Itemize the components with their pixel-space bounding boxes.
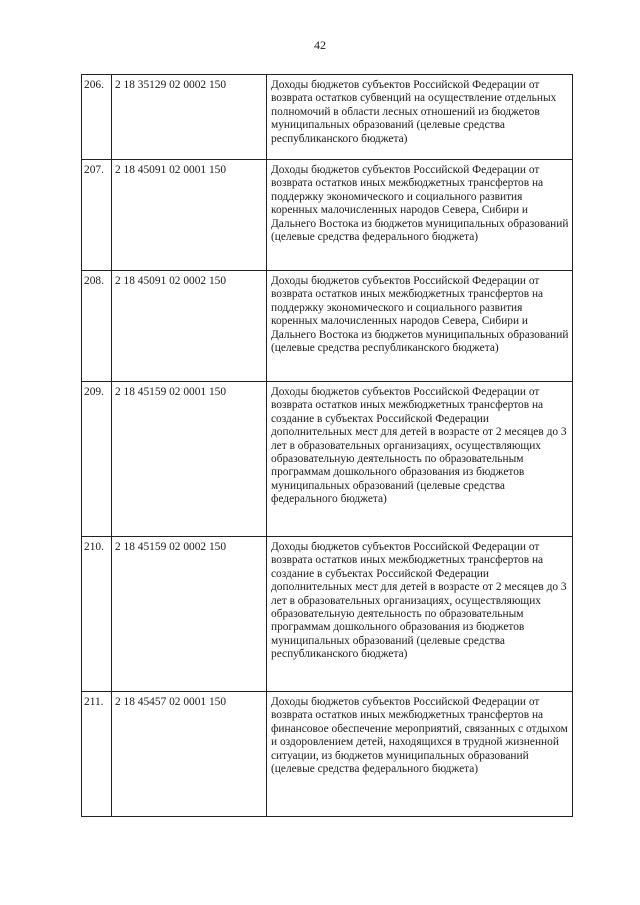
row-number: 208. xyxy=(82,271,112,382)
row-number: 210. xyxy=(82,537,112,692)
budget-code: 2 18 45091 02 0001 150 xyxy=(112,160,267,271)
table-row xyxy=(82,75,573,160)
revenue-codes-table xyxy=(81,74,573,817)
row-number: 211. xyxy=(82,692,112,817)
table-row xyxy=(82,692,573,817)
table-row xyxy=(82,382,573,537)
revenue-description: Доходы бюджетов субъектов Российской Федерации от возврата остатков иных межбюджетных трансфертов на поддержку экономического и социального развития коренных малочисленных народов Севера, Сибири и Дальнего Востока из бюджетов муниципальных образований (целевые средства федерального бюджета) xyxy=(267,160,573,271)
revenue-description: Доходы бюджетов субъектов Российской Федерации от возврата остатков субвенций на осуществление отдельных полномочий в области лесных отношений из бюджетов муниципальных образований (целевые средства республиканского бюджета) xyxy=(267,75,573,160)
revenue-description: Доходы бюджетов субъектов Российской Федерации от возврата остатков иных межбюджетных трансфертов на поддержку экономического и социального развития коренных малочисленных народов Севера, Сибири и Дальнего Востока из бюджетов муниципальных образований (целевые средства республиканского бюджета) xyxy=(267,271,573,382)
table-row xyxy=(82,271,573,382)
revenue-description: Доходы бюджетов субъектов Российской Федерации от возврата остатков иных межбюджетных трансфертов на создание в субъектах Российской Федерации дополнительных мест для детей в возрасте от 2 месяцев до 3 лет в образовательных организациях, осуществляющих образовательную деятельность по образовательным программам дошкольного образования из бюджетов муниципальных образований (целевые средства федерального бюджета) xyxy=(267,382,573,537)
budget-code: 2 18 35129 02 0002 150 xyxy=(112,75,267,160)
revenue-description: Доходы бюджетов субъектов Российской Федерации от возврата остатков иных межбюджетных трансфертов на создание в субъектах Российской Федерации дополнительных мест для детей в возрасте от 2 месяцев до 3 лет в образовательных организациях, осуществляющих образовательную деятельность по образовательным программам дошкольного образования из бюджетов муниципальных образований (целевые средства республиканского бюджета) xyxy=(267,537,573,692)
row-number: 206. xyxy=(82,75,112,160)
budget-code: 2 18 45159 02 0001 150 xyxy=(112,382,267,537)
budget-code: 2 18 45159 02 0002 150 xyxy=(112,537,267,692)
table-row xyxy=(82,537,573,692)
row-number: 207. xyxy=(82,160,112,271)
budget-code: 2 18 45091 02 0002 150 xyxy=(112,271,267,382)
table-row xyxy=(82,160,573,271)
budget-code: 2 18 45457 02 0001 150 xyxy=(112,692,267,817)
page-number: 42 xyxy=(314,38,326,52)
row-number: 209. xyxy=(82,382,112,537)
revenue-description: Доходы бюджетов субъектов Российской Федерации от возврата остатков иных межбюджетных трансфертов на финансовое обеспечение мероприятий, связанных с отдыхом и оздоровлением детей, находящихся в трудной жизненной ситуации, из бюджетов муниципальных образований (целевые средства федерального бюджета) xyxy=(267,692,573,817)
